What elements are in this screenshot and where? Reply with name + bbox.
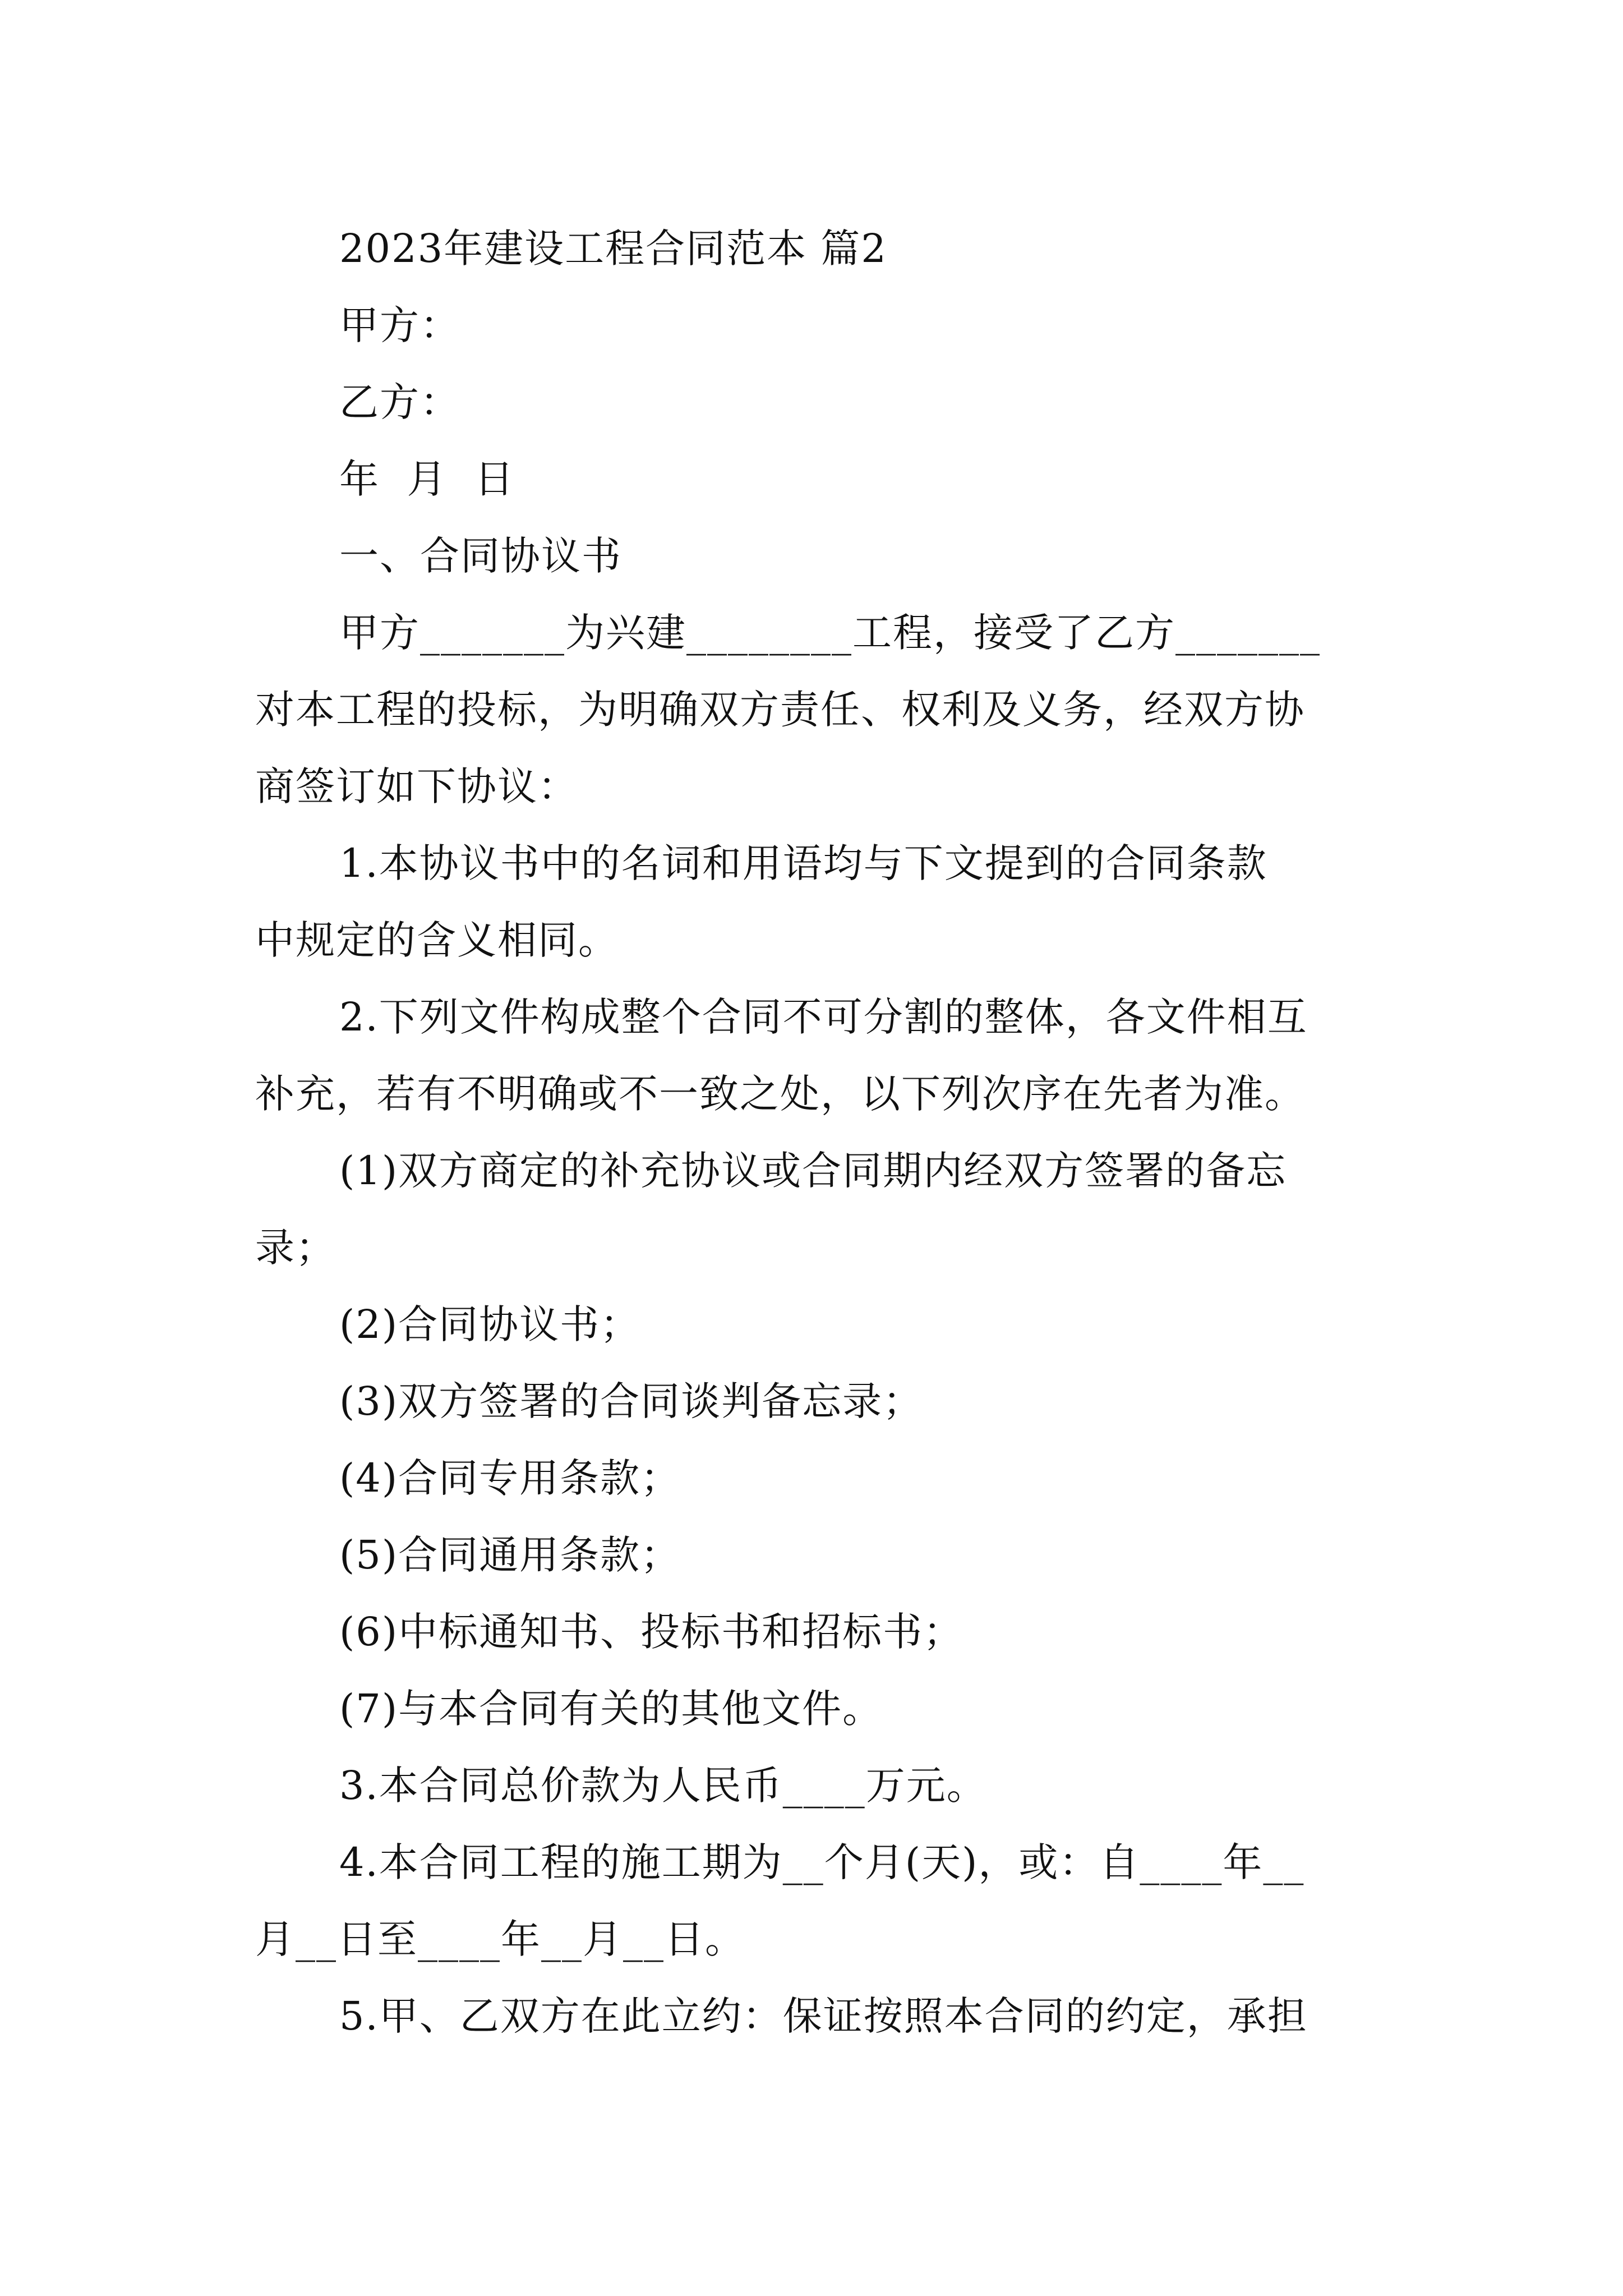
clause-line: 2.下列文件构成整个合同不可分割的整体，各文件相互 — [339, 994, 1308, 1040]
clause-line: 3.本合同总价款为人民币____万元。 — [339, 1763, 987, 1809]
party-a-line: 甲方： — [339, 302, 460, 348]
list-item: (1)双方商定的补充协议或合同期内经双方签署的备忘 — [339, 1148, 1287, 1194]
list-item: (4)合同专用条款； — [339, 1455, 681, 1501]
party-b-line: 乙方： — [339, 379, 460, 425]
list-item: (3)双方签署的合同谈判备忘录； — [339, 1378, 924, 1424]
clause-line: 4.本合同工程的施工期为__个月(天)，或：自____年__ — [339, 1839, 1305, 1885]
document-title: 2023年建设工程合同范本 篇2 — [339, 226, 887, 272]
paragraph-line: 对本工程的投标，为明确双方责任、权利及义务，经双方协 — [255, 687, 1305, 733]
clause-line: 5.甲、乙双方在此立约：保证按照本合同的约定，承担 — [339, 1993, 1308, 2039]
section-heading: 一、合同协议书 — [339, 533, 622, 579]
date-line: 年 月 日 — [339, 456, 515, 502]
clause-line: 补充，若有不明确或不一致之处，以下列次序在先者为准。 — [255, 1071, 1305, 1117]
clause-line: 中规定的含义相同。 — [255, 917, 619, 963]
list-item: (7)与本合同有关的其他文件。 — [339, 1686, 883, 1732]
list-item: (6)中标通知书、投标书和招标书； — [339, 1609, 964, 1655]
paragraph-line: 商签订如下协议： — [255, 763, 578, 809]
list-item: (2)合同协议书； — [339, 1301, 641, 1347]
paragraph-line: 甲方_______为兴建________工程，接受了乙方_______ — [339, 610, 1321, 656]
clause-line: 1.本协议书中的名词和用语均与下文提到的合同条款 — [339, 840, 1267, 886]
document-body — [255, 210, 1382, 2055]
clause-line: 月__日至____年__月__日。 — [255, 1916, 745, 1962]
list-item: 录； — [255, 1225, 336, 1271]
list-item: (5)合同通用条款； — [339, 1532, 681, 1578]
